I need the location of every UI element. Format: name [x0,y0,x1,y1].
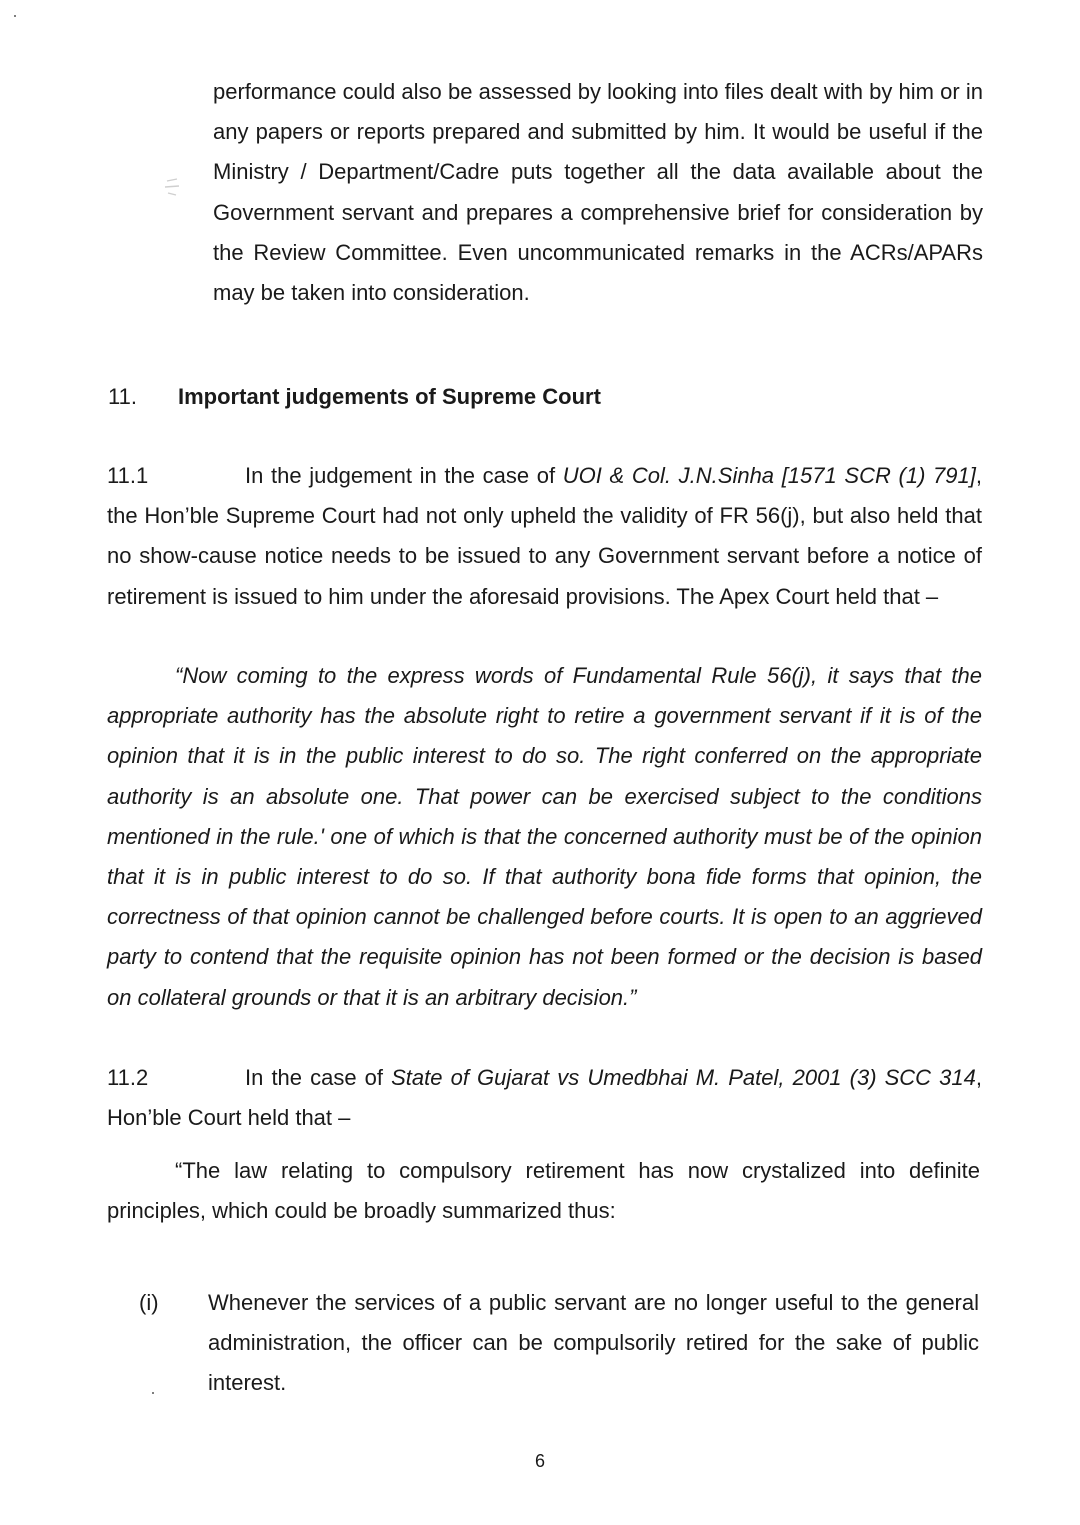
paragraph-11-2 [107,1058,982,1138]
paragraph-text-body: , Hon’ble Court held that – [107,1065,982,1131]
paragraph-text-lead: In the case of [245,1065,392,1090]
section-title: Important judgements of Supreme Court [178,384,601,409]
paragraph-number: 11.2 [107,1065,149,1090]
scan-speck [14,15,16,17]
list-item-marker: (i) [139,1290,159,1315]
court-quote: “Now coming to the express words of Fundamental Rule 56(j), it says that the appropriate authority has the absolute right to retire a government servant if it is of the opinion that it is in the public interest to do so. The right conferred on the appropriate authority is an absolute one. That power can be exercised subject to the conditions mentioned in the rule.' one of which is that the concerned authority must be of the opinion that it is in public interest to do so. If that authority bona fide forms that opinion, the correctness of that opinion cannot be challenged before courts. It is open to an aggrieved party to contend that the requisite opinion has not been formed or the decision is based on collateral grounds or that it is an arbitrary decision.” [107,663,982,1010]
list-item-text: Whenever the services of a public servant are no longer useful to the general administration, the officer can be compulsorily retired for the sake of public interest. [208,1290,979,1396]
court-quote-intro: “The law relating to compulsory retirement has now crystalized into definite principles, which could be broadly summarized thus: [107,1158,980,1224]
scan-smudge-mark [163,173,183,203]
section-number: 11. [108,384,137,409]
paragraph-text-body: , the Hon’ble Supreme Court had not only upheld the validity of FR 56(j), but also held that no show-cause notice needs to be issued to any Government servant before a notice of retirement is issued to him under the aforesaid provisions. The Apex Court held that – [107,463,982,609]
page-number: 6 [534,1451,545,1471]
paragraph-text-lead: In the judgement in the case of [245,463,563,488]
case-citation: UOI & Col. J.N.Sinha [1571 SCR (1) 791] [562,463,976,488]
scan-speck [152,1392,154,1394]
paragraph-number: 11.1 [107,463,149,488]
case-citation: State of Gujarat vs Umedbhai M. Patel, 2001 (3) SCC 314 [391,1065,976,1090]
paragraph-11-1 [107,456,982,617]
intro-paragraph: performance could also be assessed by looking into files dealt with by him or in any papers or reports prepared and submitted by him. It would be useful if the Ministry / Department/Cadre puts together all the data available about the Government servant and prepares a comprehensive brief for consideration by the Review Committee. Even uncommunicated remarks in the ACRs/APARs may be taken into consideration. [213,79,983,306]
